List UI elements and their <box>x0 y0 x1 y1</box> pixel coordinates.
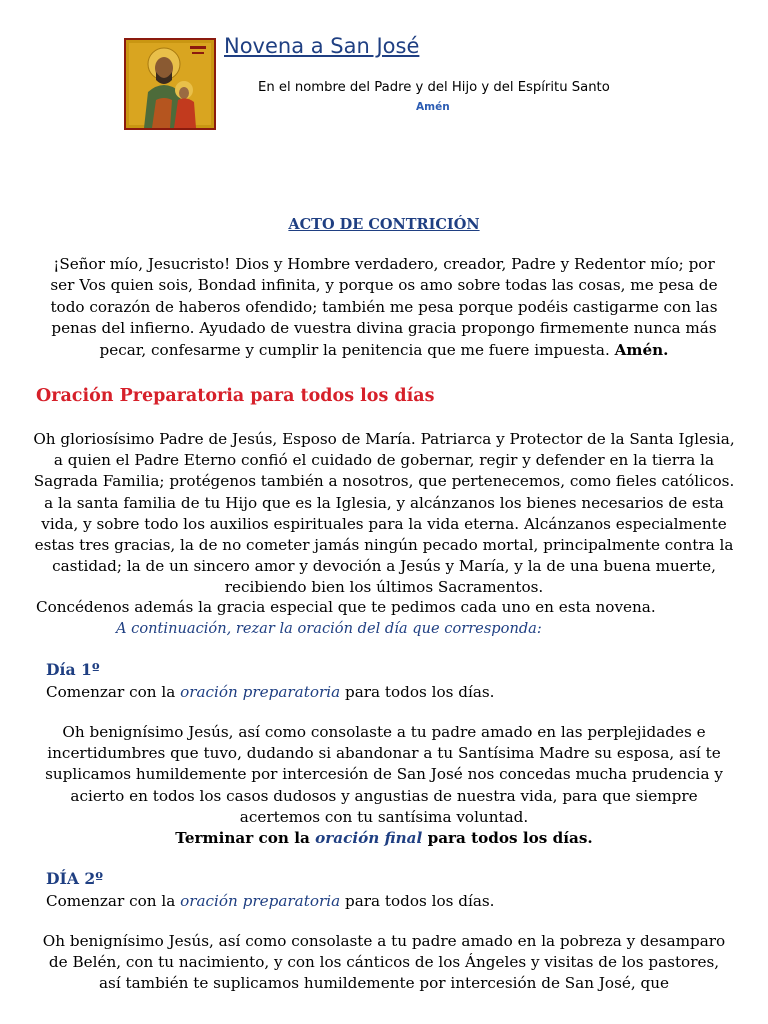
day-1-comenzar <box>46 683 495 701</box>
invocation-text: En el nombre del Padre y del Hijo y del Espíritu Santo <box>258 80 610 95</box>
comenzar-suffix: para todos los días. <box>340 683 495 701</box>
oracion-preparatoria-text: Oh gloriosísimo Padre de Jesús, Esposo de María. Patriarca y Protector de la Santa Iglesia, a quien el Padre Eterno confió el cuidado de gobernar, regir y defender en la tierra la Sagrada Familia; protégenos también a nosotros, que pertenecemos, como fieles católicos. a la santa familia de tu Hijo que es la Iglesia, y alcánzanos los bienes necesarios de esta vida, y sobre todo los auxilios espirituales para la vida eterna. Alcánzanos especialmente estas tres gracias, la de no cometer jamás ningún pecado mortal, principalmente contra la castidad; la de un sincero amor y devoción a Jesús y María, y la de una buena muerte, recibiendo bien los últimos Sacramentos. <box>33 430 735 597</box>
saint-joseph-icon <box>124 38 216 130</box>
header-amen: Amén <box>416 101 450 113</box>
day-2-text: Oh benignísimo Jesús, así como consolaste a tu padre amado en la pobreza y desamparo de Belén, con tu nacimiento, y con los cánticos de los Ángeles y visitas de los pastores, así también te suplicamos humildemente por intercesión de San José, que <box>42 932 726 993</box>
terminar-italic: oración final <box>315 829 423 847</box>
terminar-prefix: Terminar con la <box>175 829 316 847</box>
acto-amen: Amén. <box>614 340 669 359</box>
saint-joseph-icon-art <box>126 40 214 128</box>
acto-contricion-text <box>40 254 728 361</box>
oracion-preparatoria-heading: Oración Preparatoria para todos los días <box>36 386 435 406</box>
comenzar-prefix: Comenzar con la <box>46 683 181 701</box>
day-2-comenzar <box>46 892 495 910</box>
continuacion-instruction: A continuación, rezar la oración del día que corresponda: <box>116 620 542 637</box>
day-2-heading: DÍA 2º <box>46 869 103 888</box>
concedenos-line: Concédenos además la gracia especial que te pedimos cada uno en esta novena. <box>36 598 656 616</box>
page-title[interactable]: Novena a San José <box>224 34 420 58</box>
terminar-suffix: para todos los días. <box>422 829 593 847</box>
comenzar-italic: oración preparatoria <box>180 683 341 701</box>
acto-body: ¡Señor mío, Jesucristo! Dios y Hombre verdadero, creador, Padre y Redentor mío; por ser Vos quien sois, Bondad infinita, y porque os amo sobre todas las cosas, me pesa de todo corazón de haberos ofendido; también me pesa porque podéis castigarme con las penas del infierno. Ayudado de vuestra divina gracia propongo firmemente nunca más pecar, confesarme y cumplir la penitencia que me fuere impuesta. <box>50 255 718 359</box>
day-1-text: Oh benignísimo Jesús, así como consolaste a tu padre amado en las perplejidades e incertidumbres que tuvo, dudando si abandonar a tu Santísima Madre su esposa, así te suplicamos humildemente por intercesión de San José nos concedas mucha prudencia y acierto en todos los casos dudosos y angustias de nuestra vida, para que siempre acertemos con tu santísima voluntad. <box>45 723 723 826</box>
comenzar-prefix: Comenzar con la <box>46 892 181 910</box>
comenzar-italic: oración preparatoria <box>180 892 341 910</box>
day-1-terminar <box>0 829 768 847</box>
day-1-heading: Día 1º <box>46 660 100 679</box>
comenzar-suffix: para todos los días. <box>340 892 495 910</box>
acto-contricion-title: ACTO DE CONTRICIÓN <box>288 216 480 233</box>
